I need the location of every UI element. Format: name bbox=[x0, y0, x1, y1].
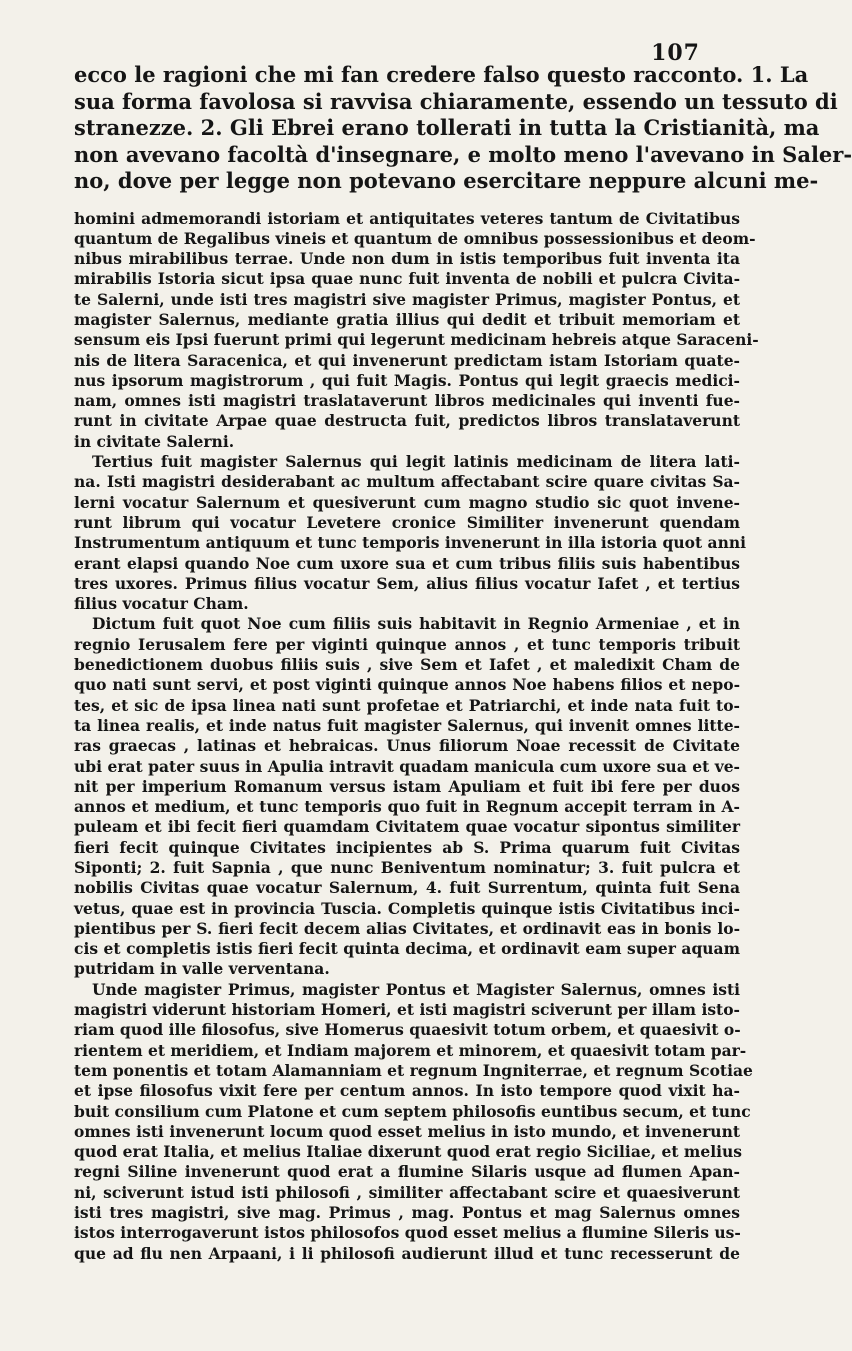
text-line: no, dove per legge non potevano esercitare neppure alcuni me- bbox=[74, 168, 819, 193]
text-line: rientem et meridiem, et Indiam majorem et minorem, et quaesivit totam par- bbox=[74, 1040, 747, 1060]
text-line: ras graecas , latinas et hebraicas. Unus filiorum Noae recessit de Civitate bbox=[74, 736, 740, 756]
text-line: Dictum fuit quot Noe cum filiis suis habitavit in Regnio Armeniae , et in bbox=[92, 614, 740, 634]
text-line: et ipse filosofus vixit fere per centum annos. In isto tempore quod vixit ha- bbox=[74, 1081, 740, 1101]
text-line: sua forma favolosa si ravvisa chiaramente, essendo un tessuto di bbox=[74, 88, 838, 114]
text-line: tes, et sic de ipsa linea nati sunt profetae et Patriarchi, et inde nata fuit to- bbox=[74, 695, 740, 715]
text-line: lerni vocatur Salernum et quesiverunt cum magno studio sic quot invene- bbox=[74, 492, 740, 512]
text-line: regni Siline invenerunt quod erat a flumine Silaris usque ad flumen Apan- bbox=[74, 1162, 740, 1182]
text-line: homini admemorandi istoriam et antiquitates veteres tantum de Civitatibus bbox=[74, 208, 740, 228]
text-line: quo nati sunt servi, et post viginti quinque annos Noe habens filios et nepo- bbox=[74, 675, 740, 695]
page-number: 107 bbox=[651, 40, 700, 66]
text-line: na. Isti magistri desiderabant ac multum affectabant scire quare civitas Sa- bbox=[74, 472, 740, 492]
text-line: ta linea realis, et inde natus fuit magister Salernus, qui invenit omnes litte- bbox=[74, 715, 740, 735]
latin-paragraph-2 bbox=[74, 452, 747, 614]
text-line: tem ponentis et totam Alamanniam et regnum Ingniterrae, et regnum Scotiae bbox=[74, 1060, 753, 1080]
text-line: magistri viderunt historiam Homeri, et isti magistri sciverunt per illam isto- bbox=[74, 1000, 740, 1020]
text-line: cis et completis istis fieri fecit quinta decima, et ordinavit eam super aquam bbox=[74, 939, 740, 959]
text-line: nis de litera Saracenica, et qui invenerunt predictam istam Istoriam quate- bbox=[74, 350, 740, 370]
text-line: filius vocatur Cham. bbox=[74, 594, 249, 614]
text-line: puleam et ibi fecit fieri quamdam Civitatem quae vocatur sipontus similiter bbox=[74, 817, 740, 837]
text-line: nit per imperium Romanum versus istam Apuliam et fuit ibi fere per duos bbox=[74, 776, 740, 796]
text-line: pientibus per S. fieri fecit decem alias Civitates, et ordinavit eas in bonis lo- bbox=[74, 918, 740, 938]
text-line: omnes isti invenerunt locum quod esset melius in isto mundo, et invenerunt bbox=[74, 1121, 740, 1141]
text-line: te Salerni, unde isti tres magistri sive magister Primus, magister Pontus, et bbox=[74, 289, 740, 309]
text-line: Tertius fuit magister Salernus qui legit latinis medicinam de litera lati- bbox=[92, 452, 740, 472]
text-line: istos interrogaverunt istos philosofos quod esset melius a flumine Sileris us- bbox=[74, 1223, 741, 1243]
text-line: ecco le ragioni che mi fan credere falso questo racconto. 1. La bbox=[74, 62, 809, 87]
text-line: quod erat Italia, et melius Italiae dixerunt quod erat regio Siciliae, et melius bbox=[74, 1142, 742, 1162]
text-line: non avevano facoltà d'insegnare, e molto meno l'avevano in Saler- bbox=[74, 141, 852, 167]
text-line: benedictionem duobus filiis suis , sive Sem et Iafet , et maledixit Cham de bbox=[74, 655, 740, 675]
text-line: isti tres magistri, sive mag. Primus , mag. Pontus et mag Salernus omnes bbox=[74, 1203, 740, 1223]
latin-quotation-block bbox=[74, 208, 759, 1264]
text-line: riam quod ille filosofus, sive Homerus quaesivit totum orbem, et quaesivit o- bbox=[74, 1020, 741, 1040]
text-line: nam, omnes isti magistri traslataverunt libros medicinales qui inventi fue- bbox=[74, 391, 740, 411]
text-line: ni, sciverunt istud isti philosofi , similiter affectabant scire et quaesiverunt bbox=[74, 1182, 740, 1202]
text-line: Instrumentum antiquum et tunc temporis invenerunt in illa istoria quot anni bbox=[74, 533, 747, 553]
text-line: putridam in valle verventana. bbox=[74, 959, 330, 979]
text-line: erant elapsi quando Noe cum uxore sua et cum tribus filiis suis habentibus bbox=[74, 553, 740, 573]
text-line: ubi erat pater suus in Apulia intravit quadam manicula cum uxore sua et ve- bbox=[74, 756, 740, 776]
text-line: in civitate Salerni. bbox=[74, 431, 235, 451]
text-line: nobilis Civitas quae vocatur Salernum, 4. fuit Surrentum, quinta fuit Sena bbox=[74, 878, 740, 898]
latin-paragraph-3 bbox=[74, 614, 740, 979]
latin-paragraph-1 bbox=[74, 208, 759, 453]
text-line: sensum eis Ipsi fuerunt primi qui legerunt medicinam hebreis atque Saraceni- bbox=[74, 330, 759, 350]
text-line: tres uxores. Primus filius vocatur Sem, alius filius vocatur Iafet , et tertius bbox=[74, 573, 740, 593]
text-line: buit consilium cum Platone et cum septem philosofis euntibus secum, et tunc bbox=[74, 1101, 751, 1121]
text-line: Siponti; 2. fuit Sapnia , que nunc Beniventum nominatur; 3. fuit pulcra et bbox=[74, 858, 740, 877]
text-line: quantum de Regalibus vineis et quantum de omnibus possessionibus et deom- bbox=[74, 228, 756, 248]
text-line: annos et medium, et tunc temporis quo fuit in Regnum accepit terram in A- bbox=[74, 797, 740, 817]
text-line: runt in civitate Arpae quae destructa fuit, predictos libros translataverunt bbox=[74, 411, 740, 431]
text-line: regnio Ierusalem fere per viginti quinque annos , et tunc temporis tribuit bbox=[74, 634, 740, 654]
text-line: Unde magister Primus, magister Pontus et Magister Salernus, omnes isti bbox=[92, 979, 740, 999]
text-line: stranezze. 2. Gli Ebrei erano tollerati in tutta la Cristianità, ma bbox=[74, 115, 820, 140]
text-line: que ad flu nen Arpaani, i li philosofi audierunt illud et tunc recesserunt de bbox=[74, 1243, 740, 1263]
text-line: fieri fecit quinque Civitates incipientes ab S. Prima quarum fuit Civitas bbox=[74, 837, 740, 857]
text-line: mirabilis Istoria sicut ipsa quae nunc fuit inventa de nobili et pulcra Civita- bbox=[74, 269, 740, 289]
latin-paragraph-4 bbox=[74, 979, 753, 1264]
text-line: runt librum qui vocatur Levetere cronice Similiter invenerunt quendam bbox=[74, 512, 740, 532]
text-line: nibus mirabilibus terrae. Unde non dum in istis temporibus fuit inventa ita bbox=[74, 249, 740, 269]
text-line: magister Salernus, mediante gratia illius qui dedit et tribuit memoriam et bbox=[74, 309, 740, 329]
text-line: vetus, quae est in provincia Tuscia. Completis quinque istis Civitatibus inci- bbox=[74, 898, 740, 918]
italian-text-block bbox=[74, 62, 852, 195]
text-line: nus ipsorum magistrorum , qui fuit Magis. Pontus qui legit graecis medici- bbox=[74, 370, 740, 390]
